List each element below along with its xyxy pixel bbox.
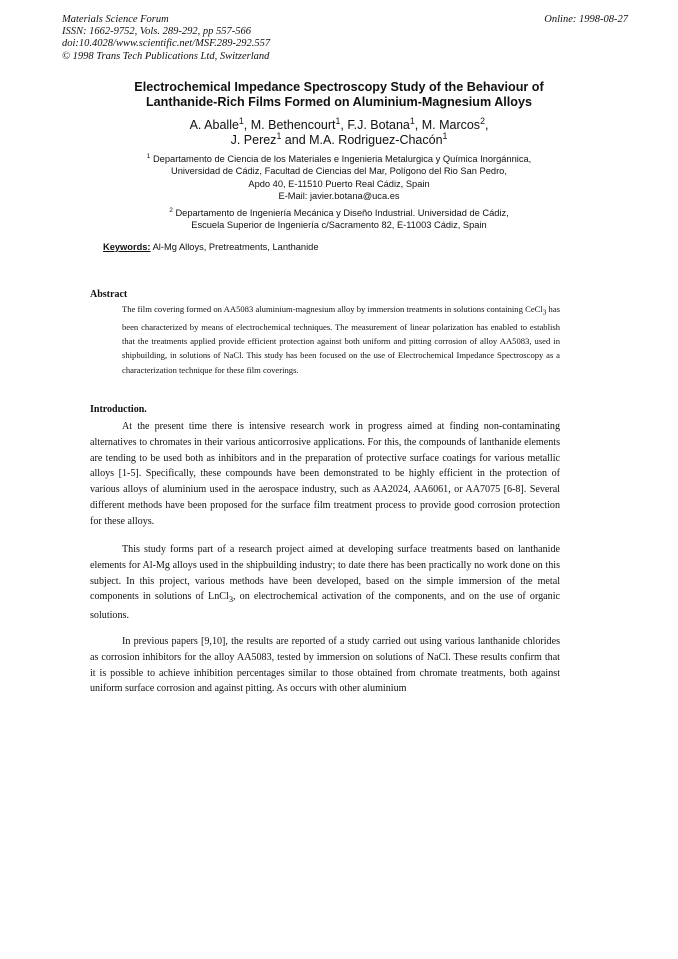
author-affil-sup: 2 xyxy=(480,115,485,126)
introduction-heading: Introduction. xyxy=(90,404,147,415)
title-line-1: Electrochemical Impedance Spectroscopy Study of the Behaviour of xyxy=(134,80,544,94)
author-affil-sup: 1 xyxy=(238,115,244,126)
author-name: M.A. Rodriguez-Chacón xyxy=(309,133,443,147)
online-date: Online: 1998-08-27 xyxy=(544,14,628,25)
keywords-text: Al-Mg Alloys, Pretreatments, Lanthanide xyxy=(152,242,319,252)
keywords-label: Keywords: xyxy=(103,242,151,252)
paragraph: At the present time there is intensive research work in progress aimed at finding non-contaminating alternatives to chromates in their various anticorrosive applications. For this, the compounds of lanthanide elements are tending to be used both as inhibitors and in the preparation of protective surface coatings for various metallic alloys [1-5]. Specifically, these compounds have been demonstrated to be highly efficient in the protection of various alloys of aluminium used in the aerospace industry, such as AA2024, AA6061, or AA7075 [6-8]. Several different methods have been proposed for the surface film treatment process to provide good corrosion protection for these alloys. xyxy=(90,421,560,527)
page-header xyxy=(62,14,628,63)
abstract-body: The film covering formed on AA5083 aluminium-magnesium alloy by immersion treatments in solutions containing CeCl$_3$ has been characterized by means of electrochemical techniques. The measurement of linear polarization has enabled to establish that the treatments applied provide efficient protection against both uniform and pitting corrosion of alloy AA5083, used in shipbuilding, in solutions of NaCl. This study has been focused on the use of Electrochemical Impedance Spectroscopy as a characterization technique for these film coverings. xyxy=(122,304,560,375)
affil-line: Escuela Superior de Ingeniería c/Sacramento 82, E-11003 Cádiz, Spain xyxy=(191,220,487,231)
affil-email[interactable]: E-Mail: javier.botana@uca.es xyxy=(278,191,400,202)
paragraph: This study forms part of a research project aimed at developing surface treatments based on lanthanide elements for Al-Mg alloys used in the shipbuilding industry; to date there has been practically no work done on this subject. In this project, various methods have been developed, based on the simple immersion of the metal components in solutions of LnCl$_3$, on electrochemical activation of the components, and on the use of organic solutions. xyxy=(90,544,560,622)
author-and: and xyxy=(284,133,306,147)
affil-line: Universidad de Cádiz, Facultad de Ciencias del Mar, Polígono del Rio San Pedro, xyxy=(171,166,507,177)
authors-line-2 xyxy=(40,130,638,148)
author-affil-sup: 1 xyxy=(276,130,282,141)
author-name: A. Aballe xyxy=(189,118,239,132)
issn-line: ISSN: 1662-9752, Vols. 289-292, pp 557-566 xyxy=(62,26,251,38)
authors-line-1: A. Aballe$^1$, M. Bethencourt$^1$, F.J. Botana$^1$, M. Marcos$^2$, xyxy=(189,115,489,132)
author-name: F.J. Botana xyxy=(347,118,410,132)
author-affil-sup: 1 xyxy=(335,115,341,126)
copyright-line: © 1998 Trans Tech Publications Ltd, Switzerland xyxy=(62,50,270,62)
keywords xyxy=(103,242,319,252)
journal-name: Materials Science Forum xyxy=(62,14,169,25)
paper-title xyxy=(40,80,638,110)
affiliation-1 xyxy=(40,153,638,203)
affil-marker: 1 xyxy=(146,152,151,160)
title-line-2: Lanthanide-Rich Films Formed on Aluminium-Magnesium Alloys xyxy=(145,95,532,109)
affil-line: Departamento de Ciencia de los Materiales e Ingenieria Metalurgica y Química Inorgánnica, xyxy=(152,154,532,164)
abstract-heading: Abstract xyxy=(90,289,128,300)
author-name: J. Perez xyxy=(230,133,277,147)
doi-line[interactable]: doi:10.4028/www.scientific.net/MSF.289-292.557 xyxy=(62,38,271,50)
author-list xyxy=(40,115,638,148)
author-affil-sup: 1 xyxy=(409,115,415,126)
paragraph: In previous papers [9,10], the results are reported of a study carried out using various lanthanide chlorides as corrosion inhibitors for the alloy AA5083, tested by immersion on solutions of NaCl. These results confirm that it is possible to achieve inhibition percentages similar to those obtained from chromate treatments, both against uniform surface corrosion and against pitting. As occurs with other aluminium xyxy=(90,636,560,695)
author-affil-sup: 1 xyxy=(442,130,448,141)
affiliation-2 xyxy=(40,207,638,232)
affil-marker: 2 xyxy=(169,206,173,214)
affil-line: Departamento de Ingeniería Mecánica y Diseño Industrial. Universidad de Cádiz, xyxy=(175,208,509,218)
author-name: M. Bethencourt xyxy=(250,118,336,132)
affil-line: Apdo 40, E-11510 Puerto Real Cádiz, Spain xyxy=(248,178,430,189)
author-name: M. Marcos xyxy=(421,118,481,132)
